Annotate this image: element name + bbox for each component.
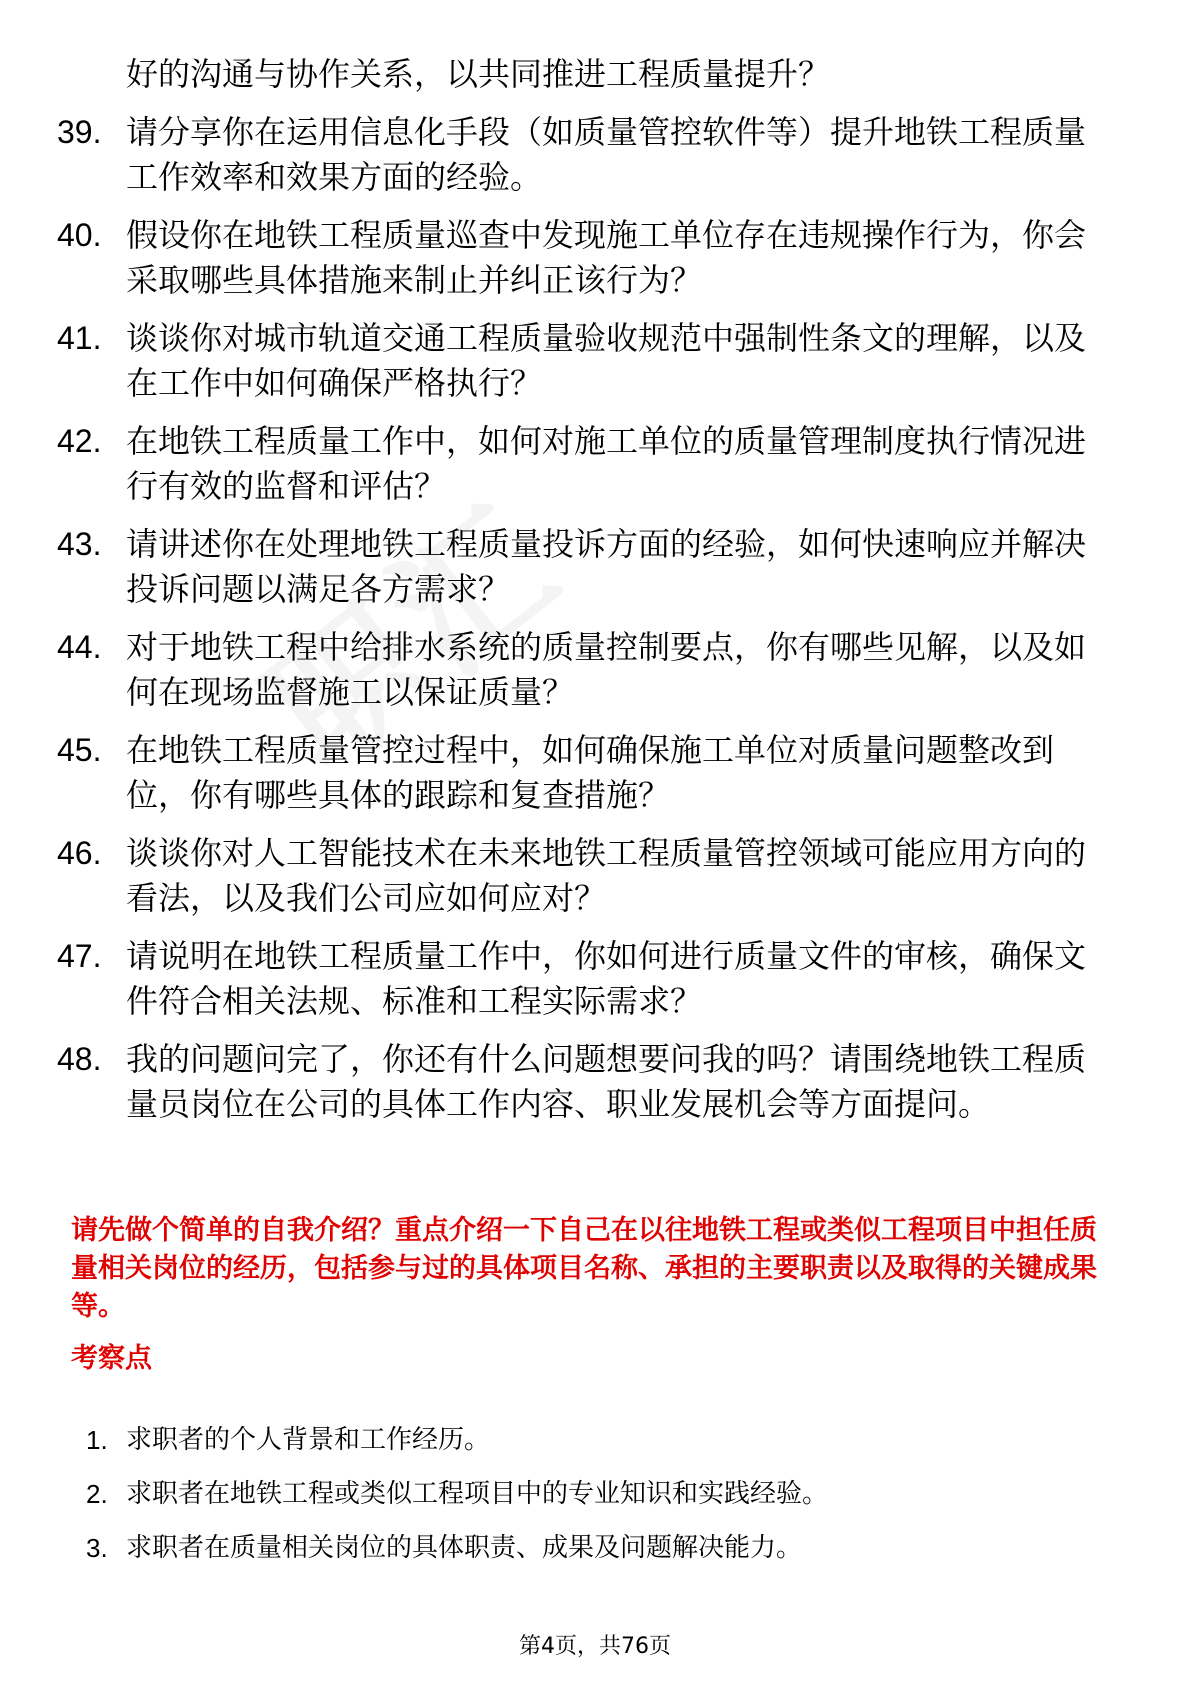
question-number: 42. [57, 423, 102, 459]
list-item [0, 1422, 828, 1476]
question-text: 谈谈你对城市轨道交通工程质量验收规范中强制性条文的理解，以及在工作中如何确保严格执行？ [126, 319, 1087, 402]
question-text: 请说明在地铁工程质量工作中，你如何进行质量文件的审核，确保文件符合相关法规、标准和工程实际需求？ [126, 937, 1087, 1020]
list-item [0, 728, 1116, 818]
list-item [0, 110, 1116, 200]
assessment-point-list [0, 1422, 828, 1584]
question-text: 在地铁工程质量工作中，如何对施工单位的质量管理制度执行情况进行有效的监督和评估？ [126, 422, 1087, 505]
question-text: 假设你在地铁工程质量巡查中发现施工单位存在违规操作行为，你会采取哪些具体措施来制止并纠正该行为？ [126, 216, 1087, 299]
list-item [0, 522, 1116, 612]
question-number: 44. [57, 629, 102, 665]
point-text: 求职者的个人背景和工作经历。 [126, 1425, 491, 1455]
question-number: 40. [57, 217, 102, 253]
list-item [0, 1037, 1116, 1127]
point-text: 求职者在质量相关岗位的具体职责、成果及问题解决能力。 [126, 1533, 803, 1563]
question-number: 41. [57, 320, 102, 356]
list-item [0, 1530, 828, 1584]
list-item [0, 419, 1116, 509]
point-text: 求职者在地铁工程或类似工程项目中的专业知识和实践经验。 [126, 1479, 829, 1509]
list-item [0, 1476, 828, 1530]
list-item [0, 316, 1116, 406]
question-text: 请讲述你在处理地铁工程质量投诉方面的经验，如何快速响应并解决投诉问题以满足各方需求？ [126, 525, 1087, 608]
question-text: 对于地铁工程中给排水系统的质量控制要点，你有哪些见解，以及如何在现场监督施工以保证质量？ [126, 628, 1087, 711]
question-number: 43. [57, 526, 102, 562]
question-list [0, 110, 1190, 1140]
point-number: 2. [86, 1479, 108, 1509]
question-number: 39. [57, 114, 102, 150]
question-number: 45. [57, 732, 102, 768]
list-item [0, 625, 1116, 715]
question-number: 48. [57, 1041, 102, 1077]
question-text: 请分享你在运用信息化手段（如质量管控软件等）提升地铁工程质量工作效率和效果方面的经验。 [126, 113, 1087, 196]
continued-question-text: 好的沟通与协作关系，以共同推进工程质量提升？ [126, 55, 831, 93]
point-number: 1. [86, 1425, 108, 1455]
list-item [0, 213, 1116, 303]
page-footer: 第4页，共76页 [519, 1634, 671, 1659]
question-number: 47. [57, 938, 102, 974]
question-text: 在地铁工程质量管控过程中，如何确保施工单位对质量问题整改到位，你有哪些具体的跟踪和复查措施？ [126, 731, 1055, 814]
list-item [0, 934, 1116, 1024]
question-text: 谈谈你对人工智能技术在未来地铁工程质量管控领域可能应用方向的看法，以及我们公司应如何应对？ [126, 834, 1087, 917]
question-number: 46. [57, 835, 102, 871]
question-text: 我的问题问完了，你还有什么问题想要问我的吗？请围绕地铁工程质量员岗位在公司的具体工作内容、职业发展机会等方面提问。 [126, 1040, 1087, 1123]
intro-question: 请先做个简单的自我介绍？重点介绍一下自己在以往地铁工程或类似工程项目中担任质量相关岗位的经历，包括参与过的具体项目名称、承担的主要职责以及取得的关键成果等。 [71, 1215, 1097, 1322]
point-number: 3. [86, 1533, 108, 1563]
list-item [0, 831, 1116, 921]
assessment-heading: 考察点 [71, 1343, 152, 1374]
